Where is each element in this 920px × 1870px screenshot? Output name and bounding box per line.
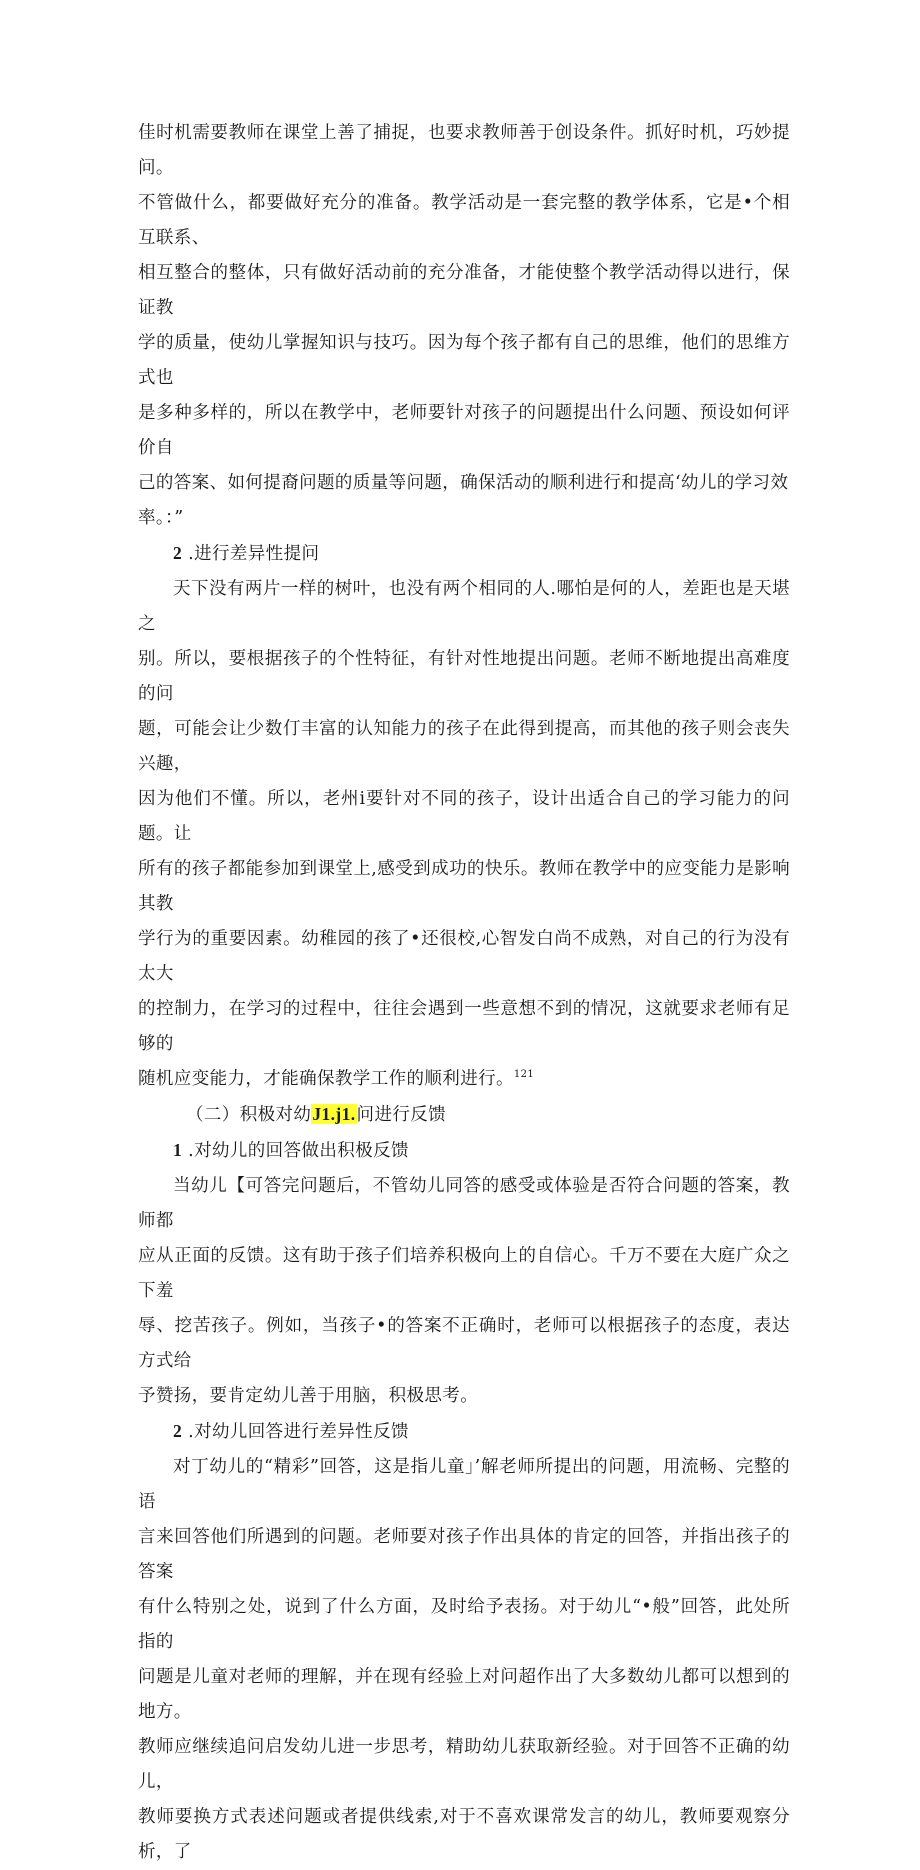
text-line: 学行为的重要因素。幼稚园的孩了•还很校,心智发白尚不成熟，对自己的行为没有太大	[138, 929, 790, 984]
heading-number: 1	[173, 1140, 183, 1160]
heading-text: .进行差异性提问	[188, 544, 320, 564]
paragraph-2	[138, 572, 790, 1097]
text-line: 予赞扬，要肯定幼儿善于用脑，积极思考。	[138, 1386, 479, 1406]
text-line: 教师要换方式表述问题或者提供线索,对于不喜欢课常发言的幼儿，教师要观察分析，了	[138, 1807, 790, 1862]
text-line: 所有的孩子都能参加到课堂上,感受到成功的快乐。教师在教学中的应变能力是影响其教	[138, 859, 790, 914]
text-line: 当幼儿【可答完问题后，不管幼儿同答的感受或体验是否符合问题的答案，教师都	[138, 1176, 790, 1231]
document-body	[138, 116, 790, 1870]
heading-differentiated-feedback	[138, 1414, 790, 1450]
paragraph-3	[138, 1169, 790, 1414]
text-line: 教师应继续追问启发幼儿进一步思考，精助幼儿获取新经验。对于回答不正确的幼儿，	[138, 1737, 790, 1792]
reference-marker: 121	[513, 1069, 535, 1081]
heading-text: .对幼儿回答进行差异性反馈	[188, 1422, 409, 1442]
text-line: 有什么特别之处，说到了什么方面，及时给予表扬。对于幼儿“•般”回答，此处所指的	[138, 1597, 790, 1652]
highlighted-text: J1.j1.	[312, 1104, 356, 1124]
text-line: 学的质量，使幼儿掌握知识与技巧。因为每个孩子都有自己的思维，他们的思维方式也	[138, 333, 790, 388]
text-line: 天下没有两片一样的树叶，也没有两个相同的人.哪怕是何的人，差距也是天堪之	[138, 579, 790, 634]
paragraph-4	[138, 1450, 790, 1870]
heading-positive-feedback	[138, 1133, 790, 1169]
text-line: 应从正面的反馈。这有助于孩子们培养积极向上的自信心。千万不要在大庭广众之下羞	[138, 1246, 790, 1301]
text-line: 的控制力，在学习的过程中，往往会遇到一些意想不到的情况，这就要求老师有足够的	[138, 999, 790, 1054]
heading-differentiated-questioning	[138, 536, 790, 572]
text-line-content: 随机应变能力，才能确保教学工作的顺利进行。	[138, 1069, 514, 1089]
text-line	[138, 1062, 790, 1097]
section-heading-feedback	[138, 1097, 790, 1133]
text-line: 别。所以，要根据孩子的个性特征，有针对性地提出问题。老师不断地提出高难度的问	[138, 649, 790, 704]
text-line: 是多种多样的，所以在教学中，老师要针对孩子的问题提出什么问题、预设如何评价自	[138, 403, 790, 458]
text-line: 相互整合的整体，只有做好活动前的充分准备，才能使整个教学活动得以进行，保证教	[138, 263, 790, 318]
heading-number: 2	[173, 1421, 183, 1441]
text-line: 不管做什么，都要做好充分的准备。教学活动是一套完整的教学体系，它是•个相互联系、	[138, 193, 790, 248]
text-line: 言来回答他们所遇到的问题。老师要对孩子作出具体的肯定的回答，并指出孩子的答案	[138, 1527, 790, 1582]
heading-number: 2	[173, 543, 183, 563]
text-line: 题，可能会让少数仃丰富的认知能力的孩子在此得到提高，而其他的孩子则会丧失兴趣，	[138, 719, 790, 774]
text-line: 佳时机需要教师在课堂上善了捕捉，也要求教师善于创设条件。抓好时机，巧妙提问。	[138, 123, 790, 178]
section-heading-before: （二）积极对幼	[186, 1105, 312, 1125]
heading-text: .对幼儿的回答做出积极反馈	[188, 1141, 409, 1161]
text-line: 己的答案、如何提裔问题的质量等问题，确保活动的顺利进行和提高‘幼儿的学习效	[138, 473, 789, 493]
section-heading-after: 问进行反馈	[356, 1105, 447, 1125]
text-line: 对丁幼儿的“精彩”回答，这是指儿童」’解老师所提出的问题，用流畅、完整的语	[138, 1457, 790, 1512]
paragraph-1	[138, 116, 790, 536]
text-line: 辱、挖苦孩子。例如，当孩子•的答案不正确时，老师可以根据孩子的态度，表达方式给	[138, 1316, 790, 1371]
text-line: 率。：”	[138, 508, 184, 528]
text-line: 因为他们不懂。所以，老州i要针对不同的孩子，设计出适合自己的学习能力的问题。让	[138, 789, 790, 844]
text-line: 问题是儿童对老师的理解，并在现有经验上对问超作出了大多数幼儿都可以想到的地方。	[138, 1667, 790, 1722]
